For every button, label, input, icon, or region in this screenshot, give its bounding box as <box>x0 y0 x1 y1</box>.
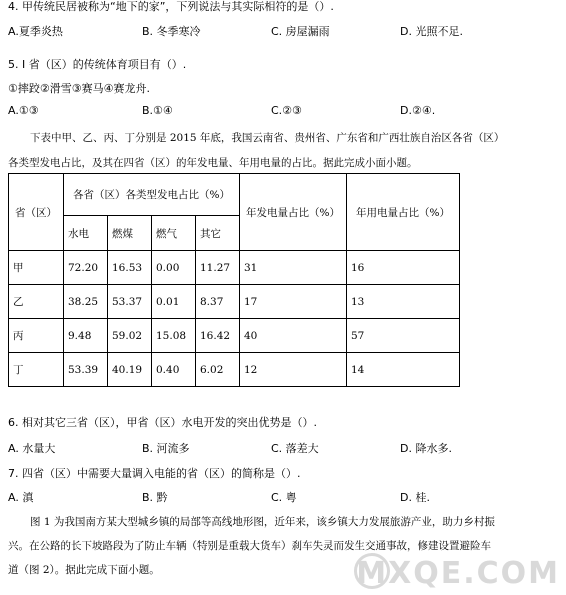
para-line-2: 兴。在公路的长下坡路段为了防止车辆（特别是重载大货车）刹车失灵而发生交通事故，修建设置避险车 <box>8 540 491 552</box>
power-table <box>8 173 460 387</box>
q5-option-d: D.②④. <box>400 104 436 117</box>
header-generation: 年发电量占比（%） <box>240 174 347 251</box>
q6-stem: 6. 相对其它三省（区），甲省（区）水电开发的突出优势是（）. <box>8 416 317 429</box>
cell-gas: 0.40 <box>152 353 196 387</box>
cell-generation: 40 <box>240 319 347 353</box>
cell-other: 6.02 <box>196 353 240 387</box>
q4-option-d: D. 光照不足. <box>400 25 463 38</box>
header-other: 其它 <box>196 216 240 251</box>
cell-generation: 31 <box>240 251 347 285</box>
cell-consumption: 14 <box>347 353 460 387</box>
row-name: 丙 <box>9 319 64 353</box>
cell-consumption: 16 <box>347 251 460 285</box>
header-province: 省（区） <box>9 174 64 251</box>
table-row <box>9 353 460 387</box>
intro-line-2: 各类型发电占比，及其在四省（区）的年发电量、年用电量的占比。据此完成小面小题。 <box>8 157 418 169</box>
row-name: 丁 <box>9 353 64 387</box>
q6-option-b: B. 河流多 <box>142 442 190 455</box>
header-gas: 燃气 <box>152 216 196 251</box>
para-line-1: 图 1 为我国南方某大型城乡镇的局部等高线地形图，近年来，该乡镇大力发展旅游产业，助力乡村振 <box>30 516 495 528</box>
q7-option-b: B. 黔 <box>142 491 168 504</box>
cell-generation: 12 <box>240 353 347 387</box>
q6-option-c: C. 落差大 <box>271 442 319 455</box>
row-name: 乙 <box>9 285 64 319</box>
table-row <box>9 251 460 285</box>
q7-stem: 7. 四省（区）中需要大量调入电能的省（区）的简称是（）. <box>8 467 301 480</box>
q4-option-a: A.夏季炎热 <box>8 25 63 38</box>
cell-hydro: 53.39 <box>64 353 108 387</box>
cell-coal: 16.53 <box>108 251 152 285</box>
q5-stem: 5. I 省（区）的传统体育项目有（）. <box>8 58 187 71</box>
q4-stem: 4. 甲传统民居被称为“地下的家”，下列说法与其实际相符的是（）. <box>8 0 334 13</box>
q5-items: ①摔跤②滑雪③赛马④赛龙舟. <box>8 82 150 95</box>
watermark-logo: MXQE.COM <box>356 556 560 591</box>
cell-gas: 0.01 <box>152 285 196 319</box>
cell-consumption: 13 <box>347 285 460 319</box>
cell-other: 11.27 <box>196 251 240 285</box>
cell-coal: 59.02 <box>108 319 152 353</box>
header-coal: 燃煤 <box>108 216 152 251</box>
q7-option-c: C. 粤 <box>271 491 297 504</box>
q6-option-d: D. 降水多. <box>400 442 452 455</box>
q5-option-c: C.②③ <box>271 104 302 117</box>
cell-generation: 17 <box>240 285 347 319</box>
q5-option-a: A.①③ <box>8 104 39 117</box>
intro-line-1: 下表中甲、乙、丙、丁分别是 2015 年底，我国云南省、贵州省、广东省和广西壮族自治区各省（区） <box>30 132 505 144</box>
header-consumption: 年用电量占比（%） <box>347 174 460 251</box>
cell-other: 16.42 <box>196 319 240 353</box>
table-row <box>9 285 460 319</box>
q7-option-d: D. 桂. <box>400 491 430 504</box>
q4-option-c: C. 房屋漏雨 <box>271 25 330 38</box>
cell-consumption: 57 <box>347 319 460 353</box>
cell-hydro: 72.20 <box>64 251 108 285</box>
row-name: 甲 <box>9 251 64 285</box>
q7-option-a: A. 滇 <box>8 491 34 504</box>
q4-option-b: B. 冬季寒冷 <box>142 25 201 38</box>
q5-option-b: B.①④ <box>142 104 173 117</box>
cell-gas: 15.08 <box>152 319 196 353</box>
cell-coal: 40.19 <box>108 353 152 387</box>
header-hydro: 水电 <box>64 216 108 251</box>
table-row <box>9 319 460 353</box>
header-group: 各省（区）各类型发电占比（%） <box>64 174 240 216</box>
para-line-3: 道（图 2）。据此完成下面小题。 <box>8 564 160 576</box>
cell-coal: 53.37 <box>108 285 152 319</box>
cell-hydro: 38.25 <box>64 285 108 319</box>
cell-hydro: 9.48 <box>64 319 108 353</box>
cell-other: 8.37 <box>196 285 240 319</box>
q6-option-a: A. 水量大 <box>8 442 56 455</box>
cell-gas: 0.00 <box>152 251 196 285</box>
